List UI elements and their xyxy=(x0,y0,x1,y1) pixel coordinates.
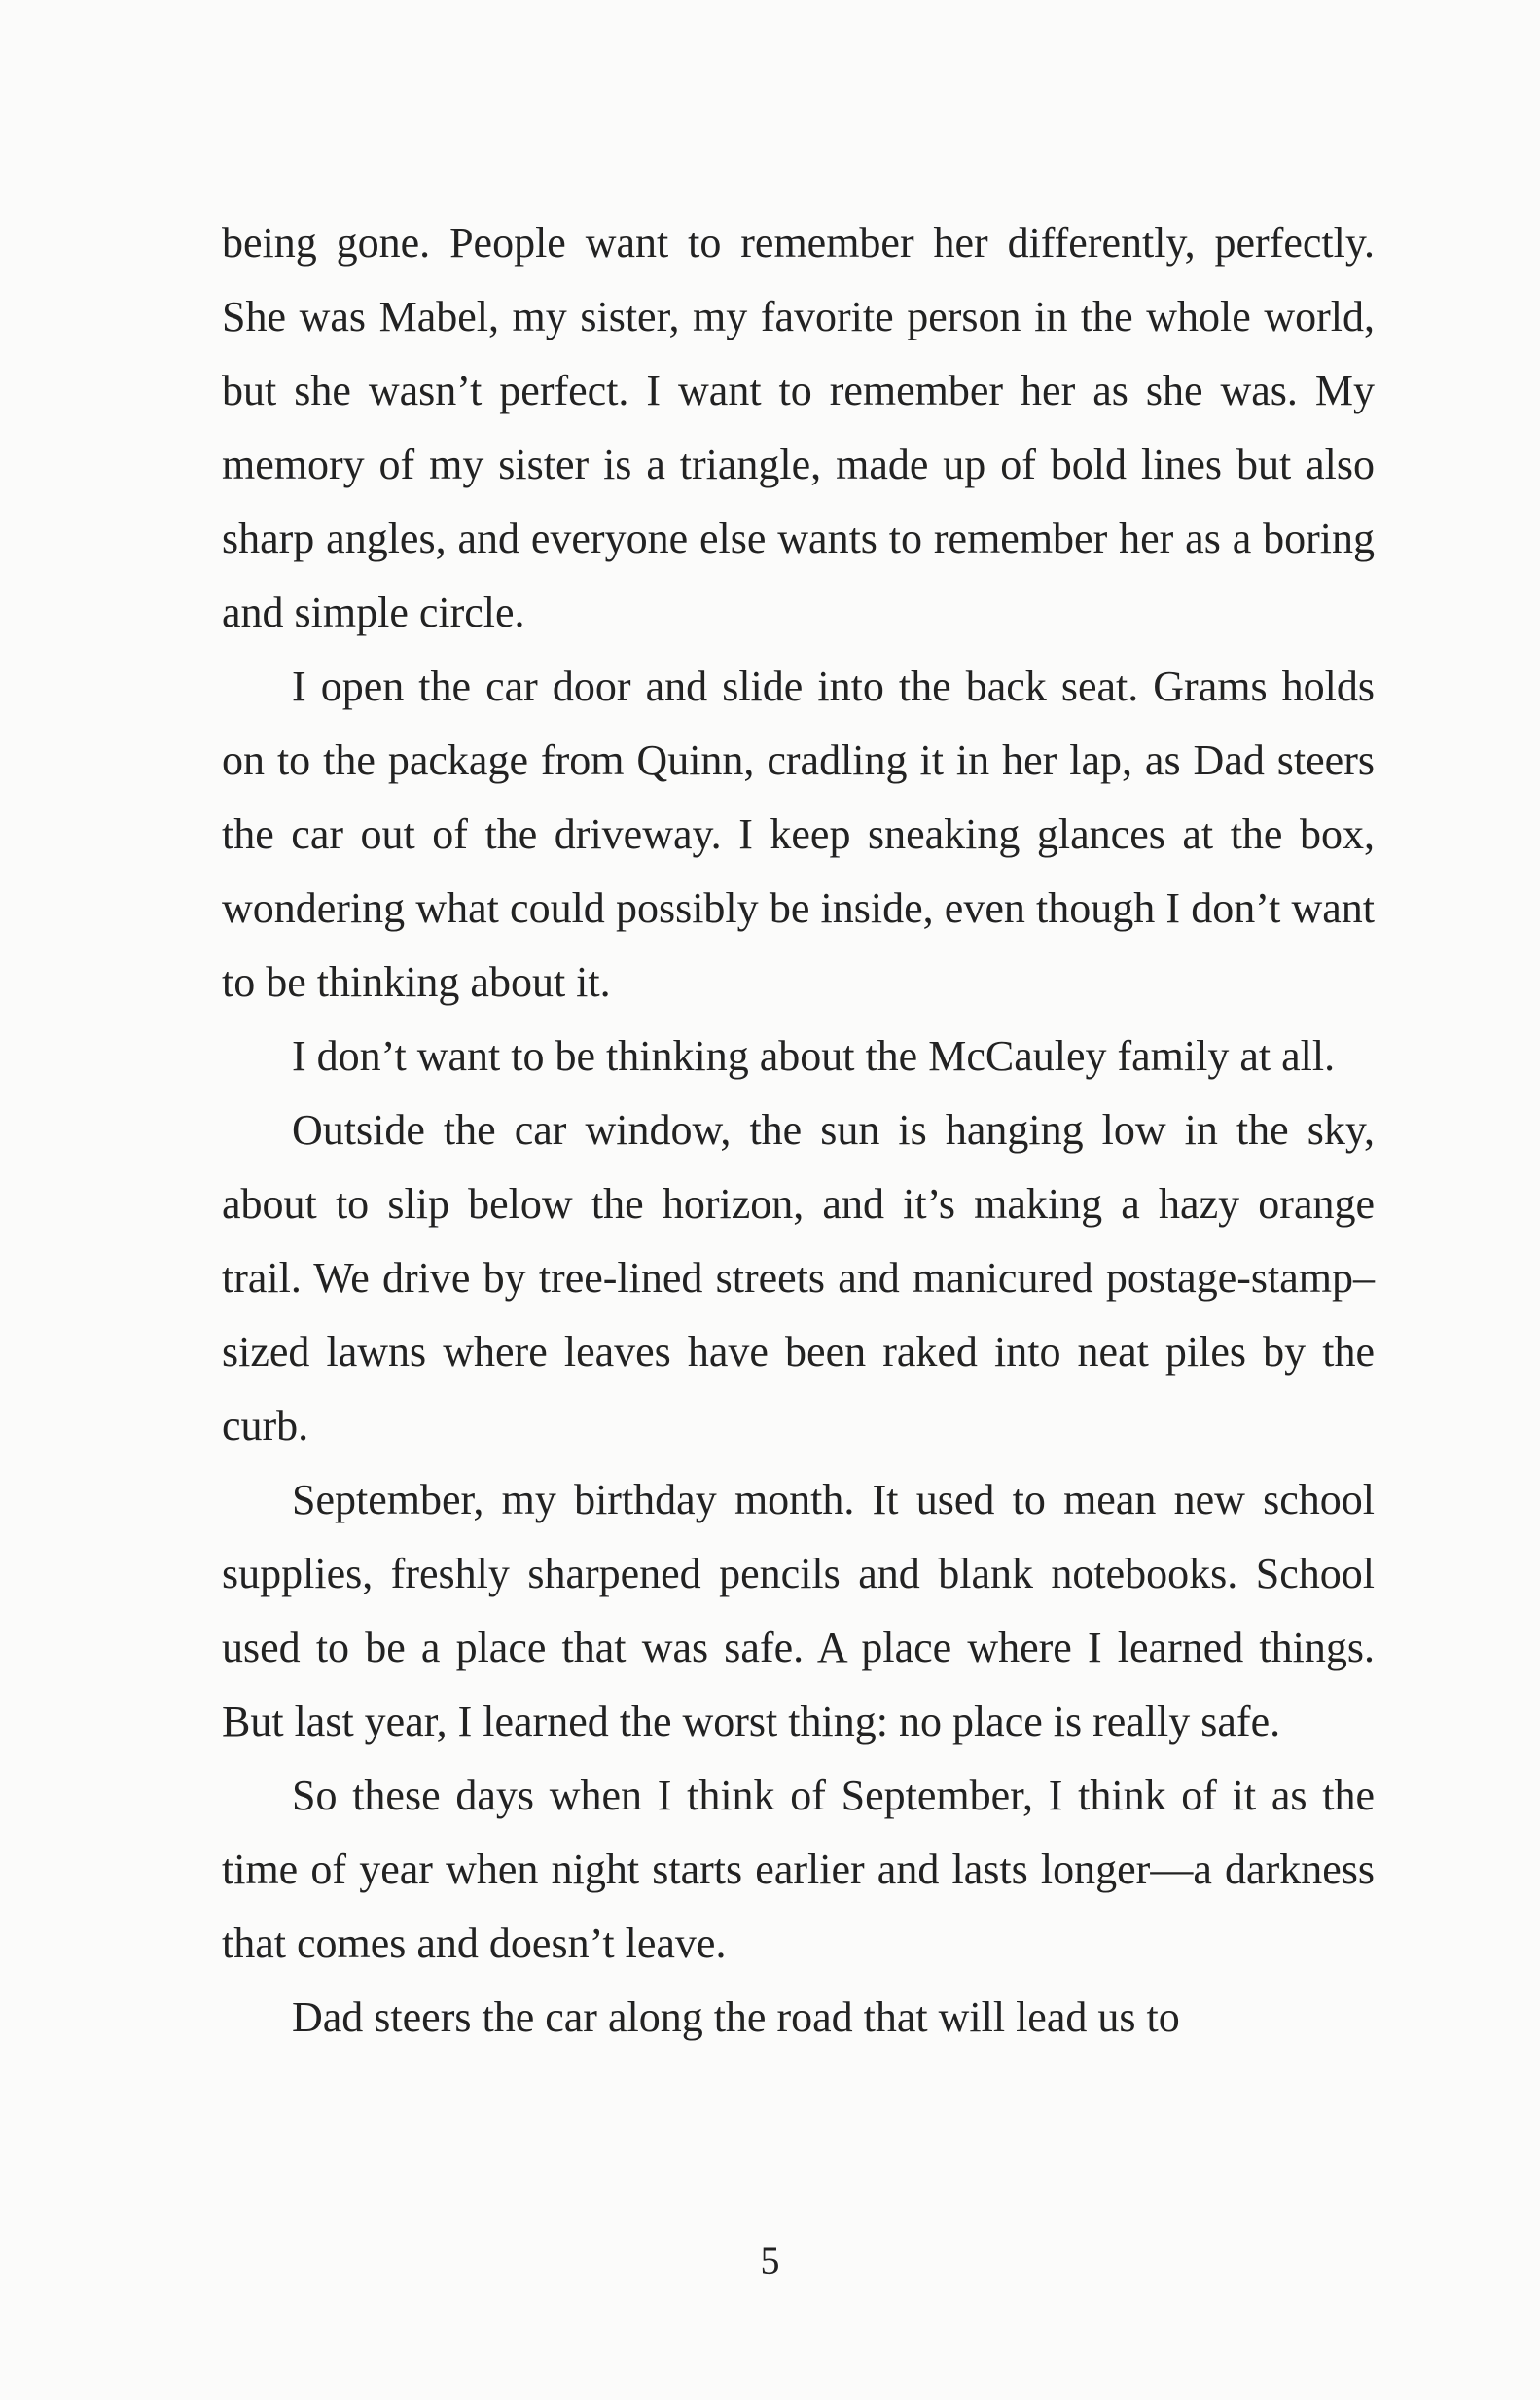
paragraph-4: Outside the car window, the sun is hanging low in the sky, about to slip below the horizon, and it’s making a hazy orange trail. We drive by tree-lined streets and manicured postage-stamp–sized lawns where leaves have been raked into neat piles by the curb. xyxy=(222,1106,1375,1450)
paragraph-7: Dad steers the car along the road that will lead us to xyxy=(292,1993,1180,2041)
body-text xyxy=(222,206,1375,2055)
paragraph-3: I don’t want to be thinking about the McCauley family at all. xyxy=(292,1032,1336,1080)
paragraph-6: So these days when I think of September, I think of it as the time of year when night starts earlier and lasts longer—a darkness that comes and doesn’t leave. xyxy=(222,1772,1375,1967)
paragraph-2: I open the car door and slide into the back seat. Grams holds on to the package from Quinn, cradling it in her lap, as Dad steers the car out of the driveway. I keep sneaking glances at the box, wondering what could possibly be inside, even though I don’t want to be thinking about it. xyxy=(222,663,1375,1006)
paragraph-5: September, my birthday month. It used to mean new school supplies, freshly sharpened pencils and blank notebooks. School used to be a place that was safe. A place where I learned things. But last year, I learned the worst thing: no place is really safe. xyxy=(222,1476,1375,1745)
paragraph-1: being gone. People want to remember her differently, perfectly. She was Mabel, my sister, my favorite person in the whole world, but she wasn’t perfect. I want to remember her as she was. My memory of my sister is a triangle, made up of bold lines but also sharp angles, and everyone else wants to remember her as a boring and simple circle. xyxy=(222,219,1375,636)
page-number: 5 xyxy=(760,2239,780,2282)
